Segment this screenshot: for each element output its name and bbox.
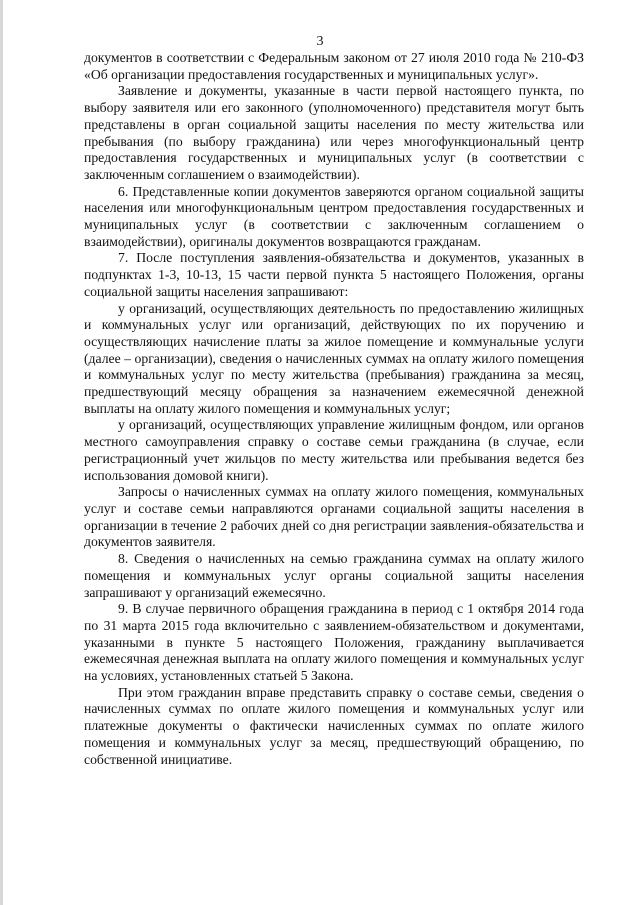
paragraph-application-submission: Заявление и документы, указанные в части первой настоящего пункта, по выбору заявителя или его законного (уполномоченного) представителя могут быть представлены в орган социальной защиты населения по месту жительства или пребывания (по выбору гражданина) или через многофункциональный центр предоставления государственных и муниципальных услуг (в соответствии с заключенным соглашением о взаимодействии).: [84, 83, 584, 182]
paragraph-organizations-housing-services: у организаций, осуществляющих деятельность по предоставлению жилищных и коммунальных услуг или организаций, действующих по их поручению и осуществляющих начисление платы за жилое помещение и коммунальные услуги (далее – организации), сведения о начисленных суммах на оплату жилого помещения и коммунальных услуг по месту жительства (пребывания) гражданина за месяц, предшествующий месяцу обращения за назначением ежемесячной денежной выплаты на оплату жилого помещения и коммунальных услуг;: [84, 300, 584, 416]
paragraph-organizations-housing-fund: у организаций, осуществляющих управление жилищным фондом, или органов местного самоуправления справку о составе семьи гражданина (в случае, если регистрационный учет жильцов по месту жительства или пребывания ведется без использования домовой книги).: [84, 417, 584, 483]
document-body: [84, 50, 584, 768]
paragraph-item-7: 7. После поступления заявления-обязательства и документов, указанных в подпунктах 1-3, 10-13, 15 части первой пункта 5 настоящего Положения, органы социальной защиты населения запрашивают:: [84, 250, 584, 299]
paragraph-item-6: 6. Представленные копии документов заверяются органом социальной защиты населения или многофункциональным центром предоставления государственных и муниципальных услуг (в соответствии с заключенным соглашением о взаимодействии), оригиналы документов возвращаются гражданам.: [84, 183, 584, 249]
paragraph-requests: Запросы о начисленных суммах на оплату жилого помещения, коммунальных услуг и составе семьи направляются органами социальной защиты населения в организации в течение 2 рабочих дней со дня регистрации заявления-обязательства и документов заявителя.: [84, 484, 584, 550]
paragraph-item-8: 8. Сведения о начисленных на семью гражданина суммах на оплату жилого помещения и коммунальных услуг органы социальной защиты населения запрашивают у организаций ежемесячно.: [84, 551, 584, 600]
page-number: 3: [316, 34, 324, 49]
paragraph-item-9: 9. В случае первичного обращения гражданина в период с 1 октября 2014 года по 31 марта 2015 года включительно с заявлением-обязательством и документами, указанными в пункте 5 настоящего Положения, гражданину выплачивается ежемесячная денежная выплата на оплату жилого помещения и коммунальных услуг на условиях, установленных статьей 5 Закона.: [84, 601, 584, 684]
paragraph-continuation: документов в соответствии с Федеральным законом от 27 июля 2010 года № 210-ФЗ «Об организации предоставления государственных и муниципальных услуг».: [84, 50, 584, 82]
scan-edge: [0, 0, 3, 905]
paragraph-initiative: При этом гражданин вправе представить справку о составе семьи, сведения о начисленных суммах по оплате жилого помещения и коммунальных услуг или платежные документы о фактически начисленных суммах по оплате жилого помещения и коммунальных услуг за месяц, предшествующий обращению, по собственной инициативе.: [84, 684, 584, 767]
